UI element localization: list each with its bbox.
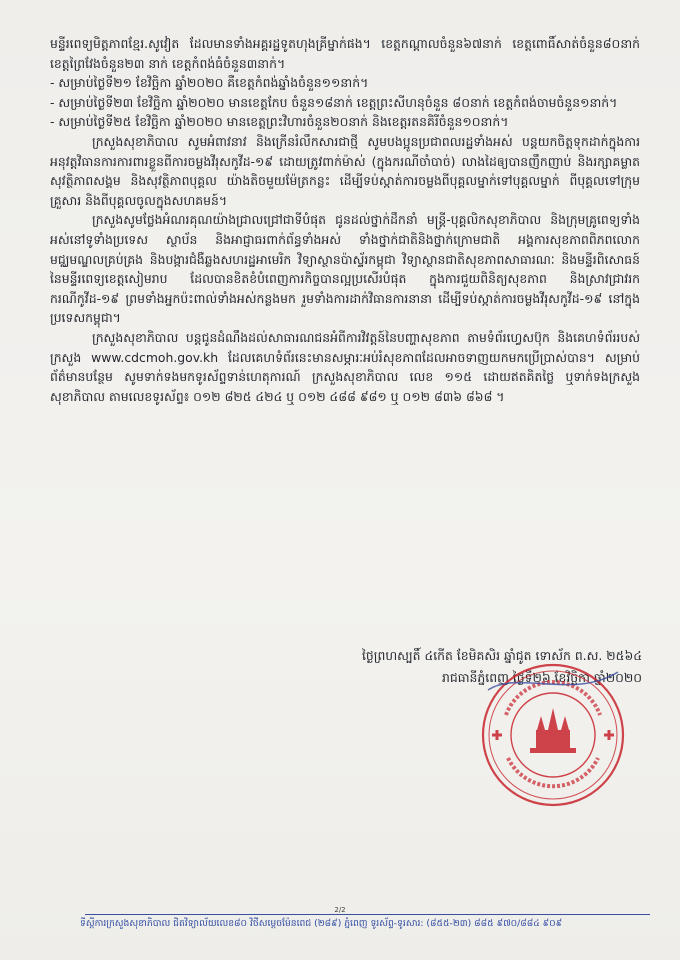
paragraph-thanks: ក្រសួងសូមថ្លែងអំណរគុណយ៉ាងជ្រាលជ្រៅជាទីបំផុត ជូនដល់ថ្នាក់ដឹកនាំ មន្ត្រី-បុគ្គលិកសុខាភិបាល និងក្រុមគ្រូពេទ្យទាំងអស់នៅទូទាំងប្រទេស ស្ថាប័ន និងអាជ្ញាធរពាក់ព័ន្ធទាំងអស់ ទាំងថ្នាក់ជាតិនិងថ្នាក់ក្រោមជាតិ អង្គការសុខភាពពិភពលោក មជ្ឈមណ្ឌលគ្រប់គ្រង និងបង្ការជំងឺឆ្លងសហរដ្ឋអាមេរិក វិទ្យាស្ថានប៉ាស្ទ័រកម្ពុជា វិទ្យាស្ថានជាតិសុខភាពសាធារណៈ និងមន្ទីរពិសោធន៍នៃមន្ទីរពេទ្យខេត្តសៀមរាប ដែលបានខិតខំបំពេញការកិច្ចបានល្អប្រសើរបំផុត ក្នុងការជួយពិនិត្យសុខភាព និងស្រាវជ្រាវរកករណីកូវីដ-១៩ ព្រមទាំងអ្នកប៉ះពាល់ទាំងអស់កន្លងមក រួមទាំងការដាក់វិធានការនានា ដើម្បីទប់ស្កាត់ការចម្លងវីរុសកូវីដ-១៩ នៅក្នុងប្រទេសកម្ពុជា។ <box>50 212 640 326</box>
solar-date: រាជធានីភ្នំពេញ ថ្ងៃទី២៦ ខែវិច្ឆិកា ឆ្នាំ២០២០ <box>442 670 642 685</box>
footer-address: ទីស្តីការក្រសួងសុខាភិបាល ជិតវិទ្យាល័យលេខ៨០ វិថីសម្តេចម៉ែនពេជ (២៨៩) ភ្នំពេញ ទូរស័ព្ទ-ទូរសារ: (៨៥៥-២៣) ៨៨៥ ៩៧០/៨៨៤ ៩០៩ <box>80 918 563 929</box>
bullet-nov-25: - សម្រាប់ថ្ងៃទី២៥ ខែវិច្ឆិកា ឆ្នាំ២០២០ មានខេត្តព្រះវិហារចំនួន២០នាក់ និងខេត្តរតនគិរីចំនួន១០នាក់។ <box>50 114 509 130</box>
page-number: 2/2 <box>334 906 346 914</box>
paragraph-appeal: ក្រសួងសុខាភិបាល សូមអំពាវនាវ និងក្រើនរំលឹកសារជាថ្មី សូមបងប្អូនប្រជាពលរដ្ឋទាំងអស់ បន្តយកចិត្តទុកដាក់ក្នុងការអនុវត្តវិធានការការពារខ្លួនពីការចម្លងវីរុសកូវីដ-១៩ ដោយត្រូវពាក់ម៉ាស់ (ក្នុងករណីចាំបាច់) លាងដៃឲ្យបានញឹកញាប់ និងរក្សាគម្លាតសុវត្ថិភាពសង្គម និងសុវត្ថិភាពបុគ្គល យ៉ាងតិចមួយម៉ែត្រកន្លះ ដើម្បីទប់ស្កាត់ការចម្លងពីបុគ្គលម្នាក់ទៅបុគ្គលម្នាក់ ពីបុគ្គលទៅក្រុមគ្រួសារ និងពីបុគ្គលចូលក្នុងសហគមន៍។ <box>50 133 640 208</box>
paragraph-contact-info: ក្រសួងសុខាភិបាល បន្តជូនដំណឹងដល់សាធារណជនអំពីការវិវត្តន៍នៃបញ្ហាសុខភាព តាមទំព័រហ្វេសប៊ុក និងគេហទំព័ររបស់ក្រសួង www.cdcmoh.gov.kh ដែលគេហទំព័រនេះមានសម្ភារៈអប់រំសុខភាពដែលអាចទាញយកមកប្រើប្រាស់បាន។ សម្រាប់ព័ត៌មានបន្ថែម សូមទាក់ទងមកទូរស័ព្ទទាន់ហេតុការណ៍ ក្រសួងសុខាភិបាល លេខ ១១៥ ដោយឥតគិតថ្លៃ ឬទាក់ទងក្រសួងសុខាភិបាល តាមលេខទូរស័ព្ទ៖ ០១២ ៨២៥ ៤២៤ ឬ ០១២ ៤៨៨ ៩៨១ ឬ ០១២ ៨៣៦ ៨៦៨ ។ <box>50 329 640 404</box>
document-body <box>50 34 640 406</box>
paragraph-case-list-continued: មន្ទីរពេទ្យមិត្តភាពខ្មែរ.សូវៀត ដែលមានទាំងអគ្គរដ្ឋទូតហុងគ្រីម្នាក់ផង។ ខេត្តកណ្តាលចំនួន៦៧នាក់ ខេត្តពោធិ៍សាត់ចំនួន៨០នាក់ ខេត្តព្រៃវែងចំនួន២៣ នាក់ ខេត្តកំពង់ធំចំនួន៣នាក់។ <box>50 36 640 71</box>
footer-divider <box>85 914 650 915</box>
lunar-date: ថ្ងៃព្រហស្បតិ៍ ៤កើត ខែមិគសិរ ឆ្នាំជូត ទោស័ក ព.ស. ២៥៦៤ <box>362 648 642 663</box>
ministry-seal-stamp <box>478 660 628 810</box>
bullet-nov-21: - សម្រាប់ថ្ងៃទី២១ ខែវិច្ឆិកា ឆ្នាំ២០២០ គឺខេត្តកំពង់ឆ្នាំងចំនួន១១នាក់។ <box>50 75 369 91</box>
bullet-nov-23: - សម្រាប់ថ្ងៃទី២៣ ខែវិច្ឆិកា ឆ្នាំ២០២០ មានខេត្តកែប ចំនួន១៨នាក់ ខេត្តព្រះសីហនុចំនួន ៨០នាក់ ខេត្តកំពង់ចាមចំនួន១នាក់។ <box>50 94 618 110</box>
